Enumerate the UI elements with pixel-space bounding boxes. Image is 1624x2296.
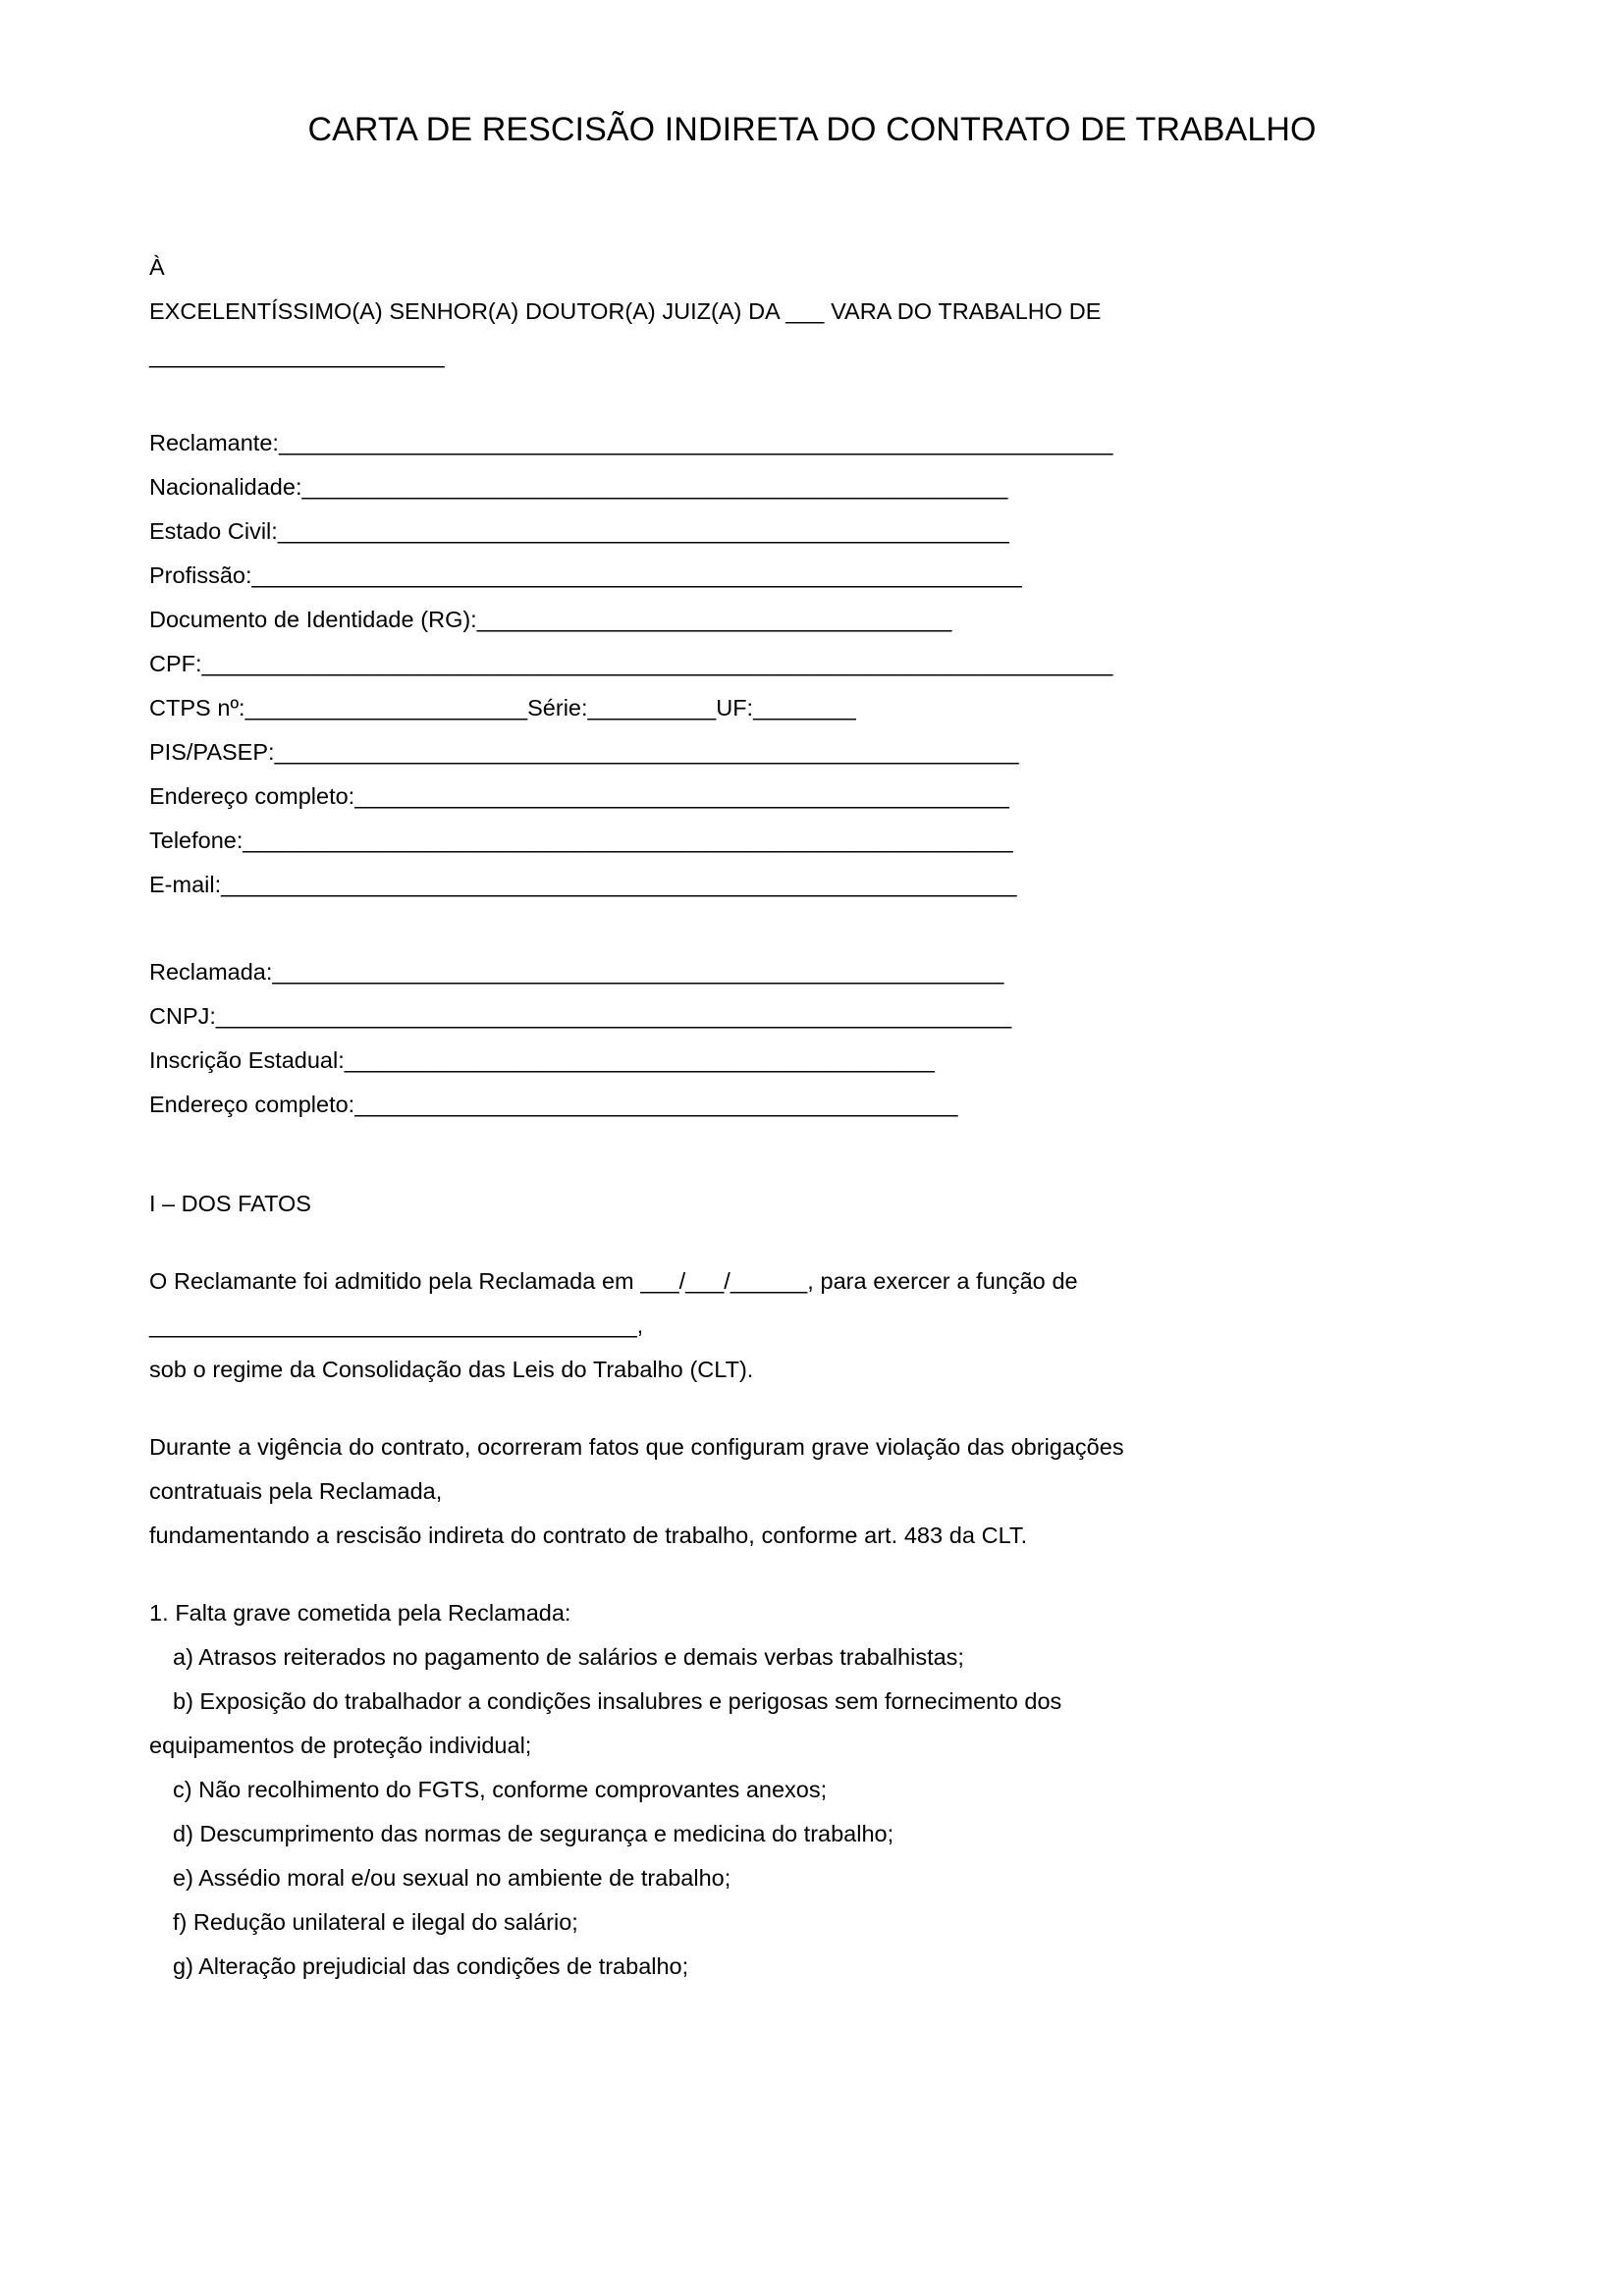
ctps-label: CTPS nº: — [149, 695, 245, 721]
field-row-endereco-reclamada — [149, 1083, 1475, 1127]
list-item-text: d) Descumprimento das normas de segurança e medicina do trabalho; — [173, 1821, 894, 1846]
field-row-estado-civil — [149, 509, 1475, 554]
field-label: Reclamada: — [149, 959, 273, 985]
field-label: CPF: — [149, 651, 202, 676]
list-item — [149, 1900, 1475, 1945]
serie-blank: __________ — [587, 695, 717, 721]
section-heading-dos-fatos: I – DOS FATOS — [149, 1191, 311, 1216]
field-blank: ____________________________________________________________ — [243, 828, 1013, 853]
list-item-text: a) Atrasos reiterados no pagamento de salários e demais verbas trabalhistas; — [173, 1644, 964, 1670]
addressee-court-blank: _______________________ — [149, 343, 445, 368]
spacer — [149, 151, 1475, 194]
list-item-continuation — [149, 1724, 1475, 1768]
field-label: Endereço completo: — [149, 783, 355, 809]
list-item-text: e) Assédio moral e/ou sexual no ambiente de trabalho; — [173, 1865, 731, 1891]
field-row-inscricao-estadual — [149, 1039, 1475, 1083]
field-row-reclamada — [149, 950, 1475, 994]
field-blank: __________________________________________________________ — [274, 739, 1019, 765]
spacer — [149, 1226, 1475, 1259]
field-row-rg — [149, 598, 1475, 642]
list-item-text: b) Exposição do trabalhador a condições insalubres e perigosas sem fornecimento dos — [173, 1688, 1062, 1714]
field-row-profissao — [149, 554, 1475, 598]
field-blank: _______________________________________________________________________ — [201, 651, 1113, 676]
field-label: Profissão: — [149, 562, 252, 588]
field-blank: _______________________________________________ — [354, 1092, 958, 1117]
list-item-text: f) Redução unilateral e ilegal do salário; — [173, 1909, 578, 1935]
field-blank: ____________________________________________________________ — [251, 562, 1022, 588]
field-label: Telefone: — [149, 828, 244, 853]
spacer — [149, 907, 1475, 950]
uf-label: UF: — [716, 695, 754, 721]
field-row-endereco-reclamante — [149, 774, 1475, 819]
spacer — [149, 1558, 1475, 1591]
field-label: CNPJ: — [149, 1003, 216, 1029]
spacer — [149, 378, 1475, 421]
page-title: CARTA DE RESCISÃO INDIRETA DO CONTRATO DE TRABALHO — [307, 111, 1317, 148]
list-item — [149, 1856, 1475, 1900]
list-item — [149, 1635, 1475, 1680]
paragraph-admission-function-blank: ______________________________________, — [149, 1312, 644, 1338]
field-row-cpf — [149, 642, 1475, 686]
field-blank: ______________________________________________ — [344, 1047, 935, 1073]
field-label: E-mail: — [149, 872, 222, 897]
list-item — [149, 1768, 1475, 1812]
spacer — [149, 1392, 1475, 1425]
paragraph-violation-line-3: fundamentando a rescisão indireta do contrato de trabalho, conforme art. 483 da CLT. — [149, 1522, 1028, 1548]
field-blank: ___________________________________________________ — [354, 783, 1009, 809]
field-row-pis-pasep — [149, 730, 1475, 774]
addressee-salutation: À — [149, 254, 165, 280]
field-blank: _________________________________________________________ — [277, 518, 1009, 544]
claimant-fields-block — [149, 421, 1475, 907]
list-item-text: c) Não recolhimento do FGTS, conforme comprovantes anexos; — [173, 1777, 828, 1802]
field-blank: _______________________________________________________ — [301, 474, 1008, 500]
field-label: PIS/PASEP: — [149, 739, 275, 765]
list-item-text: g) Alteração prejudicial das condições de trabalho; — [173, 1953, 689, 1979]
field-blank: ______________________________________________________________ — [221, 872, 1017, 897]
document-body — [149, 0, 1475, 1989]
list-item — [149, 1680, 1475, 1724]
paragraph-admission-line-3: sob o regime da Consolidação das Leis do Trabalho (CLT). — [149, 1357, 754, 1382]
field-label: Inscrição Estadual: — [149, 1047, 345, 1073]
uf-blank: ________ — [753, 695, 856, 721]
field-row-cnpj — [149, 994, 1475, 1039]
field-label: Estado Civil: — [149, 518, 278, 544]
paragraph-violation-line-2: contratuais pela Reclamada, — [149, 1478, 443, 1504]
serie-label: Série: — [527, 695, 588, 721]
field-blank: _________________________________________________________ — [272, 959, 1004, 985]
field-row-reclamante — [149, 421, 1475, 465]
list-item — [149, 1945, 1475, 1989]
paragraph-admission-line-1: O Reclamante foi admitido pela Reclamada em ___/___/______, para exercer a função de — [149, 1268, 1078, 1294]
field-blank: ______________________________________________________________ — [215, 1003, 1012, 1029]
field-label: Nacionalidade: — [149, 474, 302, 500]
spacer — [149, 1127, 1475, 1170]
field-blank: _____________________________________ — [476, 607, 952, 632]
field-label: Endereço completo: — [149, 1092, 355, 1117]
list-item — [149, 1812, 1475, 1856]
spacer — [149, 1170, 1475, 1182]
field-label: Documento de Identidade (RG): — [149, 607, 477, 632]
addressee-court-line: EXCELENTÍSSIMO(A) SENHOR(A) DOUTOR(A) JUIZ(A) DA ___ VARA DO TRABALHO DE — [149, 298, 1102, 324]
field-row-email — [149, 863, 1475, 907]
paragraph-violation-line-1: Durante a vigência do contrato, ocorreram fatos que configuram grave violação das obrigações — [149, 1434, 1124, 1460]
list-item-text-wrapped: equipamentos de proteção individual; — [149, 1733, 532, 1758]
field-blank: _________________________________________________________________ — [278, 430, 1113, 455]
field-row-ctps — [149, 686, 1475, 730]
field-row-nacionalidade — [149, 465, 1475, 509]
field-label: Reclamante: — [149, 430, 279, 455]
ctps-blank: ______________________ — [244, 695, 528, 721]
addressee-block — [149, 194, 1475, 378]
field-row-telefone — [149, 819, 1475, 863]
defendant-fields-block — [149, 950, 1475, 1127]
list-item-heading-falta-grave: 1. Falta grave cometida pela Reclamada: — [149, 1600, 571, 1626]
